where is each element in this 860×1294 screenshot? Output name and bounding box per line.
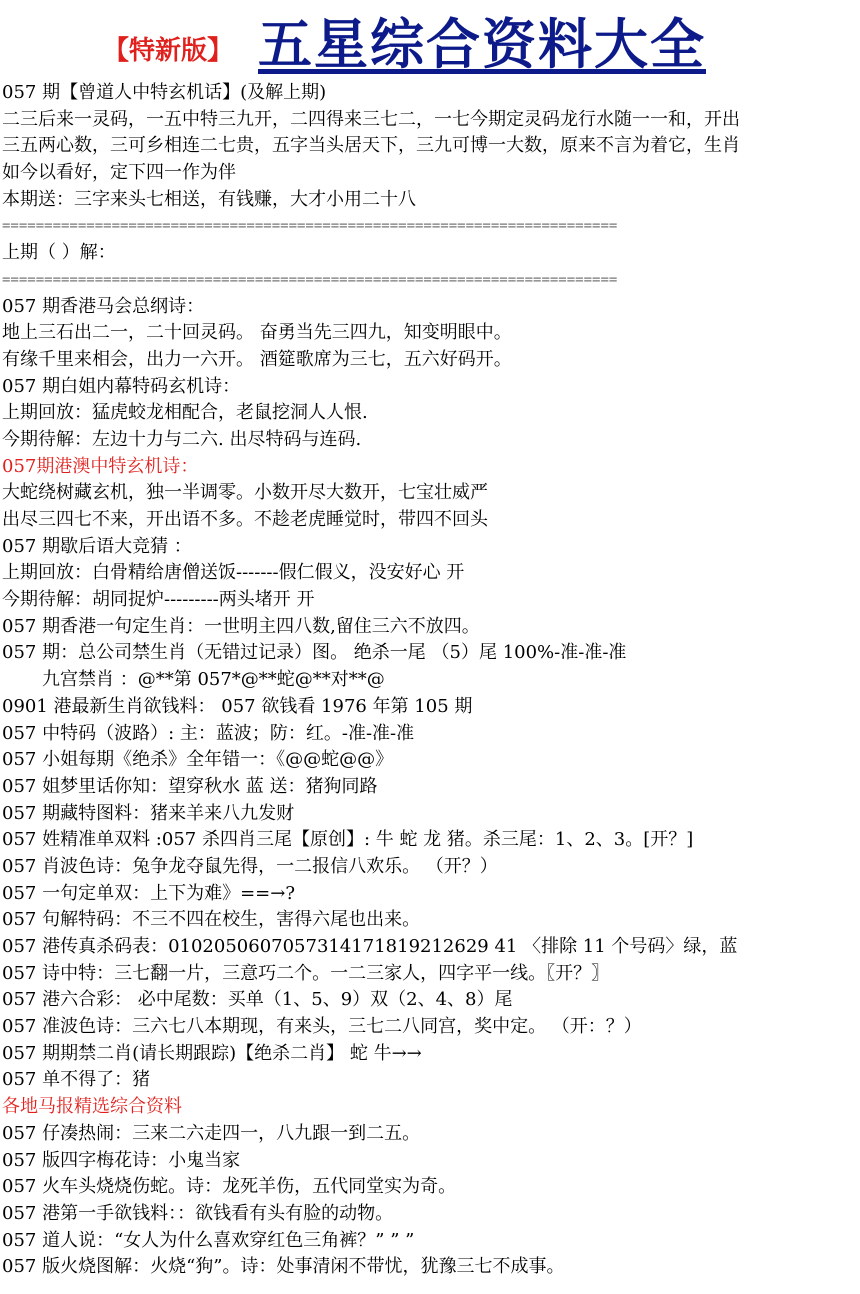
text-line: 057 准波色诗：三六七八本期现，有来头，三七二八同宫，奖中定。 （开：？）: [2, 1016, 642, 1038]
text-line: 有缘千里来相会，出力一六开。 酒筵歌席为三七，五六好码开。: [2, 348, 512, 370]
text-line: 地上三石出二一，二十回灵码。 奋勇当先三四九，知变明眼中。: [2, 322, 512, 344]
text-line: 057 姐梦里话你知：望穿秋水 蓝 送：猪狗同路: [2, 775, 378, 797]
text-line: 057 火车头烧烧伤蛇。诗：龙死羊伤，五代同堂实为奇。: [2, 1176, 457, 1198]
text-line: 057 期白姐内幕特码玄机诗：: [2, 375, 241, 397]
text-line: 上期回放：白骨精给唐僧送饭-------假仁假义，没安好心 开: [2, 562, 465, 584]
text-line: 今期待解：胡同捉炉---------两头堵开 开: [2, 589, 315, 611]
text-line: 057 期香港一句定生肖：一世明主四八数,留住三六不放四。: [2, 615, 480, 637]
text-line: 上期回放：猛虎蛟龙相配合，老鼠挖洞人人恨.: [2, 402, 368, 424]
text-line: 057 港六合彩： 必中尾数：买单（1、5、9）双（2、4、8）尾: [2, 989, 513, 1011]
text-line: 057 中特码（波路）: 主：蓝波；防：红。-准-准-准: [2, 722, 415, 744]
text-line: 大蛇绕树藏玄机，独一半调零。小数开尽大数开，七宝壮威严: [2, 482, 488, 504]
document-body: [2, 80, 858, 1281]
text-line: 057 小姐每期《绝杀》全年错一：《@@蛇@@》: [2, 749, 394, 771]
text-line: 057 期期禁二肖(请长期跟踪)【绝杀二肖】 蛇 牛→→: [2, 1042, 422, 1064]
text-line: 057 期歇后语大竞猜 ：: [2, 535, 192, 557]
text-line: 057 港第一手欲钱料：：欲钱看有头有脸的动物。: [2, 1202, 394, 1224]
text-line: 057 一句定单双：上下为难》==→?: [2, 882, 295, 904]
text-line: 0901 港最新生肖欲钱料： 057 欲钱看 1976 年第 105 期: [2, 695, 473, 717]
text-line: 057 单不得了：猪: [2, 1069, 151, 1091]
edition-tag: 【特新版】: [103, 36, 234, 66]
page-title: 五星综合资料大全: [258, 12, 706, 76]
text-line: 本期送：三字来头七相送，有钱赚，大才小用二十八: [2, 188, 416, 210]
text-line: 今期待解：左边十力与二六. 出尽特码与连码.: [2, 428, 362, 450]
text-line: 057 期香港马会总纲诗：: [2, 295, 205, 317]
page-header: [0, 0, 860, 80]
text-line: 057 版火烧图解：火烧“狗”。诗：处事清闲不带忧，犹豫三七不成事。: [2, 1256, 565, 1278]
text-line: 057 道人说：“女人为什么喜欢穿红色三角裤？” ” ”: [2, 1229, 415, 1251]
text-line: 如今以看好，定下四一作为伴: [2, 162, 236, 184]
text-line: 057 句解特码：不三不四在校生，害得六尾也出来。: [2, 909, 421, 931]
text-line: 057 姓精准单双料 :057 杀四肖三尾【原创】: 牛 蛇 龙 猪。杀三尾：1、2、3。[开？]: [2, 829, 694, 851]
text-line: 057 肖波色诗：兔争龙夺鼠先得，一二报信八欢乐。 （开？）: [2, 855, 498, 877]
separator-line: =========================================================================: [2, 271, 618, 288]
text-line: 057 期【曾道人中特玄机话】(及解上期): [2, 82, 327, 103]
text-line: 057 期：总公司禁生肖（无错过记录）图。 绝杀一尾 （5）尾 100%-准-准-准: [2, 642, 627, 664]
separator-line: =========================================================================: [2, 218, 618, 235]
text-line: 三五两心数，三可乡相连二七贵，五字当头居天下，三九可博一大数，原来不言为着它，生肖: [2, 135, 740, 157]
section-heading: 057期港澳中特玄机诗：: [2, 455, 199, 477]
text-line: 057 版四字梅花诗：小鬼当家: [2, 1149, 241, 1171]
text-line: 二三后来一灵码，一五中特三九开，二四得来三七二，一七今期定灵码龙行水随一一和，开出: [2, 108, 740, 130]
text-line: 057 港传真杀码表：0102050607057314171819212629 41 〈排除 11 个号码〉绿，蓝: [2, 936, 738, 957]
text-line: 057 期藏特图料：猪来羊来八九发财: [2, 802, 295, 824]
text-line: 057 诗中特：三七翻一片，三意巧二个。一二三家人，四字平一线。〖开？〗: [2, 962, 610, 984]
text-line: 上期（ ）解：: [2, 242, 116, 264]
section-heading: 各地马报精选综合资料: [2, 1096, 182, 1118]
text-line: 出尽三四七不来，开出语不多。不趁老虎睡觉时，带四不回头: [2, 509, 488, 530]
text-line: 057 仔凑热闹：三来二六走四一，八九跟一到二五。: [2, 1122, 421, 1144]
text-line: 九宫禁肖 ：@**第 057*@**蛇@**对**@: [42, 669, 385, 691]
